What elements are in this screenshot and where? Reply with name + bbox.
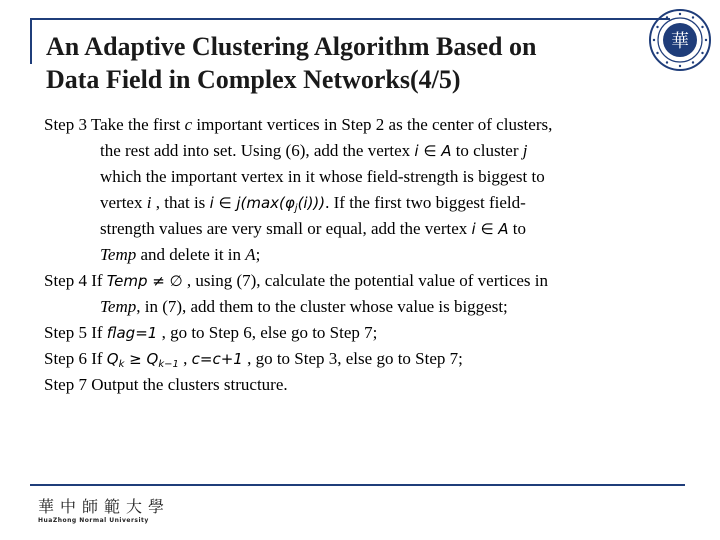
footer-chinese-name: 華中師範大學	[38, 497, 171, 516]
formula-flag: flag=1	[106, 324, 158, 342]
seal-character: 華	[671, 31, 689, 52]
step5-line: Step 5 If flag=1 , go to Step 6, else go to Step 7;	[44, 320, 684, 346]
step7-line: Step 7 Output the clusters structure.	[44, 375, 288, 394]
step3-line1: Step 3 Take the first c important vertices in Step 2 as the center of clusters,	[44, 115, 553, 134]
step3-line4: vertex i , that is i ∈ $j(\max(\varphi_j(i)))$. If the first two biggest field-	[44, 190, 684, 216]
formula-qk: $Q_k \ge Q_{k-1}$	[106, 350, 179, 370]
formula-i-in-A-2: i ∈ A	[471, 220, 509, 238]
step4-line1: Step 4 If Temp ≠ ∅ , using (7), calculate the potential value of vertices in	[44, 268, 684, 294]
step3-line3: which the important vertex in it whose field-strength is biggest to	[100, 167, 545, 186]
title-line-2: Data Field in Complex Networks(4/5)	[46, 65, 461, 94]
formula-max-phi: i ∈ $j(\max(\varphi_j(i)))$	[209, 194, 326, 214]
footer-university-logo	[38, 494, 170, 524]
title-line-1: An Adaptive Clustering Algorithm Based on	[46, 32, 537, 61]
step4-line2: Temp, in (7), add them to the cluster whose value is biggest;	[100, 297, 508, 316]
step3-line2: the rest add into set. Using (6), add the vertex i ∈ A to cluster j	[44, 138, 684, 164]
slide-title	[46, 30, 666, 96]
step6-line: Step 6 If $Q_k \ge Q_{k-1}$ , c=c+1 , go to Step 3, else go to Step 7;	[44, 346, 684, 372]
formula-i-in-A: i ∈ A	[414, 142, 452, 160]
footer-divider	[30, 484, 685, 486]
formula-temp-not-empty: Temp ≠ ∅	[106, 272, 183, 290]
title-frame-left	[30, 18, 32, 64]
step3-line6: Temp and delete it in A;	[100, 245, 261, 264]
slide-body	[44, 112, 684, 398]
footer-english-name: HuaZhong Normal University	[38, 517, 149, 524]
university-seal-icon	[648, 8, 712, 72]
title-frame-top	[30, 18, 670, 20]
formula-c-increment: c=c+1	[191, 350, 243, 368]
step3-line5: strength values are very small or equal, add the vertex i ∈ A to	[44, 216, 684, 242]
